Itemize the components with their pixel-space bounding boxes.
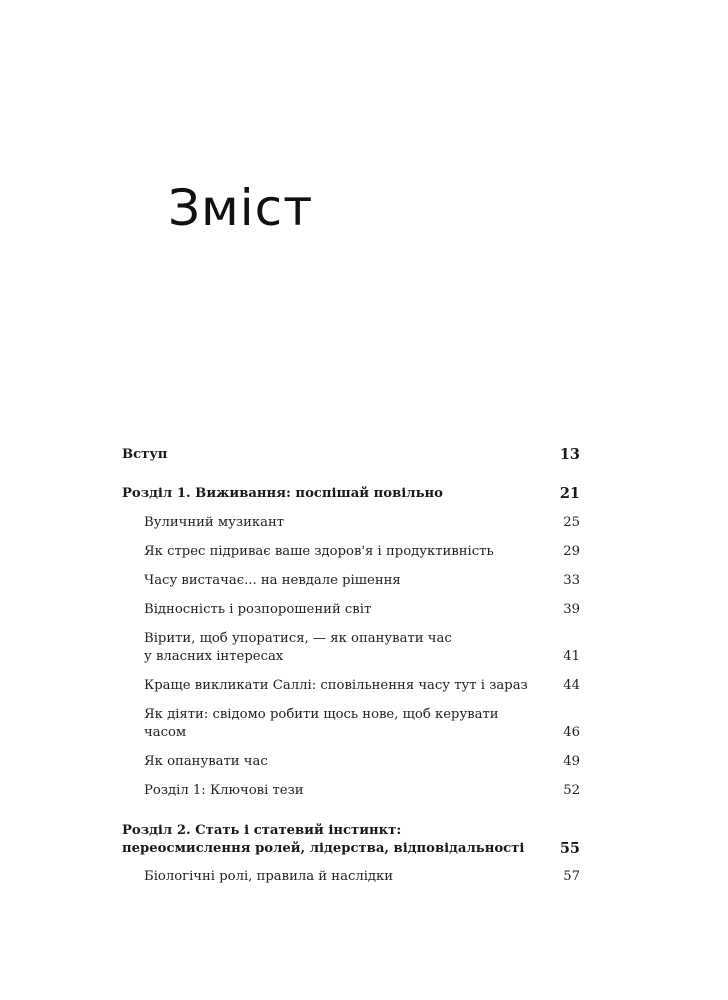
toc-entry-page: 25 bbox=[563, 515, 580, 530]
toc-entry-page: 49 bbox=[563, 754, 580, 769]
toc-entry-title: Як стрес підриває ваше здоров'я і продуктивність bbox=[144, 544, 494, 559]
toc-entry-page: 52 bbox=[563, 783, 580, 798]
toc-entry-title: Розділ 1: Ключові тези bbox=[144, 783, 304, 798]
toc-entry-section[interactable] bbox=[122, 706, 580, 742]
toc-entry-title bbox=[144, 630, 563, 666]
toc-entry-chapter-1[interactable] bbox=[122, 485, 580, 503]
toc-entry-title: Біологічні ролі, правила й наслідки bbox=[144, 869, 394, 884]
toc-entry-title-line-2: переосмислення ролей, лідерства, відповідальності bbox=[122, 841, 525, 856]
toc-entry-page: 33 bbox=[563, 573, 580, 588]
toc-entry-page: 29 bbox=[563, 544, 580, 559]
toc-entry-page: 57 bbox=[563, 869, 580, 884]
toc-entry-title-line-2: у власних інтересах bbox=[144, 649, 284, 664]
page-title: Зміст bbox=[168, 179, 314, 237]
table-of-contents bbox=[122, 446, 580, 886]
toc-entry-title: Як опанувати час bbox=[144, 754, 268, 769]
toc-entry-page: 13 bbox=[559, 446, 580, 463]
toc-entry-title: Вуличний музикант bbox=[144, 515, 285, 530]
toc-entry-page: 46 bbox=[563, 725, 580, 740]
toc-entry-chapter-2[interactable] bbox=[122, 822, 580, 858]
toc-entry-title: Краще викликати Саллі: сповільнення часу тут і зараз bbox=[144, 678, 528, 693]
toc-entry-section[interactable] bbox=[122, 868, 580, 886]
toc-entry-title-line-1: Розділ 2. Стать і статевий інстинкт: bbox=[122, 823, 402, 838]
toc-entry-title: Часу вистачає... на невдале рішення bbox=[144, 573, 401, 588]
toc-entry-section[interactable] bbox=[122, 677, 580, 695]
toc-entry-page: 21 bbox=[559, 485, 580, 502]
toc-entry-title: Розділ 1. Виживання: поспішай повільно bbox=[122, 486, 443, 501]
toc-entry-page: 55 bbox=[559, 840, 580, 857]
toc-entry-section[interactable] bbox=[122, 572, 580, 590]
toc-entry-section[interactable] bbox=[122, 514, 580, 532]
toc-entry-title-line-1: Вірити, щоб упоратися, — як опанувати час bbox=[144, 631, 452, 646]
toc-entry-intro[interactable] bbox=[122, 446, 580, 464]
toc-entry-title: Відносність і розпорошений світ bbox=[144, 602, 372, 617]
toc-entry-section[interactable] bbox=[122, 753, 580, 771]
toc-entry-title: Вступ bbox=[122, 447, 168, 462]
toc-entry-section[interactable] bbox=[122, 601, 580, 619]
toc-entry-section[interactable] bbox=[122, 543, 580, 561]
toc-entry-section[interactable] bbox=[122, 782, 580, 800]
toc-entry-page: 39 bbox=[563, 602, 580, 617]
toc-entry-page: 41 bbox=[563, 649, 580, 664]
toc-entry-page: 44 bbox=[563, 678, 580, 693]
toc-entry-title: Як діяти: свідомо робити щось нове, щоб керувати часом bbox=[144, 707, 499, 740]
toc-entry-section[interactable] bbox=[122, 630, 580, 666]
toc-entry-title bbox=[122, 822, 560, 858]
